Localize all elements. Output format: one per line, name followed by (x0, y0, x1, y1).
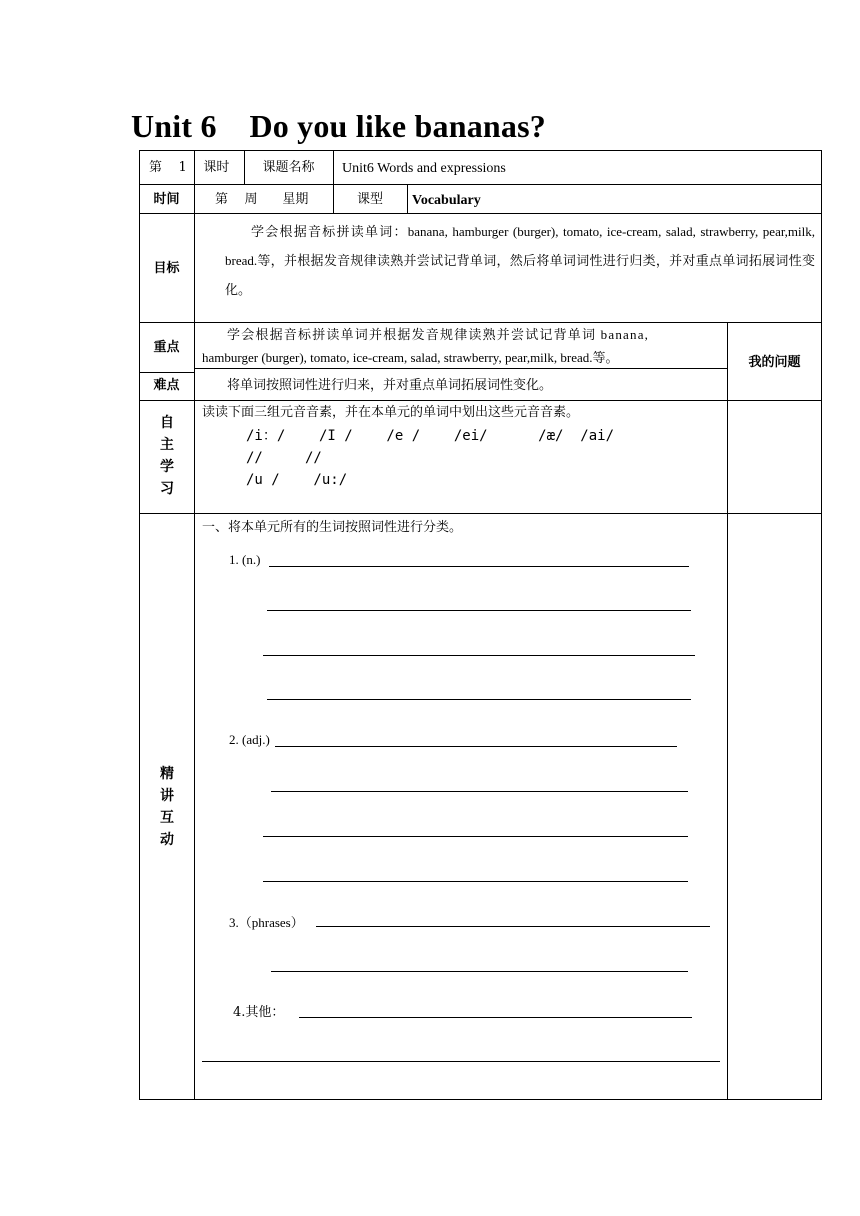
goal-label: 目标 (153, 261, 180, 276)
practice-label: 精 讲 互 动 (160, 766, 174, 848)
phonetic-group-2: // // (246, 450, 322, 466)
page-title: Unit 6 Do you like bananas? (131, 108, 546, 144)
row-divider (139, 372, 194, 373)
col-divider (407, 184, 408, 213)
adjective-blank (271, 791, 688, 792)
key-points-line1: 学会根据音标拼读单词并根据发音规律读熟并尝试记背单词 banana, (227, 327, 650, 342)
other-label: 4.其他： (233, 1005, 285, 1020)
week-day-field: 第 周 星期 (215, 192, 309, 207)
row-divider (139, 184, 822, 185)
key-points-line2: hamburger (burger), tomato, ice-cream, salad, strawberry, pear,milk, bread.等。 (202, 350, 619, 365)
difficulty-text: 将单词按照词性进行归来，并对重点单词拓展词性变化。 (227, 378, 553, 393)
table-border-bottom (139, 1099, 822, 1100)
adjective-blank (263, 881, 688, 882)
self-study-label: 自 主 学 习 (160, 415, 174, 497)
practice-heading: 一、将本单元所有的生词按照词性进行分类。 (202, 520, 463, 535)
time-label: 时间 (153, 192, 180, 207)
difficulty-label: 难点 (153, 378, 180, 393)
phonetic-group-1: /i：/ /I / /e / /ei/ /æ/ /ai/ (246, 428, 615, 444)
noun-label: 1. (n.) (229, 552, 261, 567)
phrases-blank (271, 971, 688, 972)
table-border-left (139, 150, 140, 1100)
adjective-blank (263, 836, 688, 837)
row-divider (194, 368, 728, 369)
key-points-label: 重点 (153, 340, 180, 355)
row-divider (139, 513, 822, 514)
phonetic-group-3: /u / /u:/ (246, 472, 348, 488)
noun-blank (267, 610, 691, 611)
self-study-instruction: 读读下面三组元音音素，并在本单元的单词中划出这些元音音素。 (202, 405, 580, 420)
noun-blank (267, 699, 691, 700)
other-blank (299, 1017, 692, 1018)
lesson-plan-table (139, 150, 822, 1100)
adjective-label: 2. (adj.) (229, 732, 270, 747)
col-divider (194, 150, 195, 1100)
table-border-top (139, 150, 822, 151)
adjective-blank (275, 746, 677, 747)
lesson-type-label: 课型 (356, 192, 383, 207)
table-border-right (821, 150, 822, 1100)
noun-blank (263, 655, 695, 656)
phrases-blank (316, 926, 710, 927)
topic-label: 课题名称 (262, 160, 315, 175)
lesson-number: 第 1 课时 (149, 160, 230, 175)
my-questions-header: 我的问题 (748, 355, 801, 370)
other-blank (202, 1061, 720, 1062)
lesson-type-value: Vocabulary (412, 193, 481, 208)
row-divider (139, 400, 822, 401)
topic-value: Unit6 Words and expressions (342, 161, 506, 176)
noun-blank (269, 566, 689, 567)
goal-text: 学会根据音标拼读单词：banana, hamburger (burger), tomato, ice-cream, salad, strawberry, pear,milk, bread.等，并根据发音规律读熟并尝试记背单词，然后将单词词性进行归类，并对重点单词拓展词性变化。 (225, 224, 815, 297)
phrases-label: 3.（phrases） (229, 915, 304, 930)
col-divider (727, 322, 728, 1100)
row-divider (139, 213, 822, 214)
row-divider (139, 322, 822, 323)
